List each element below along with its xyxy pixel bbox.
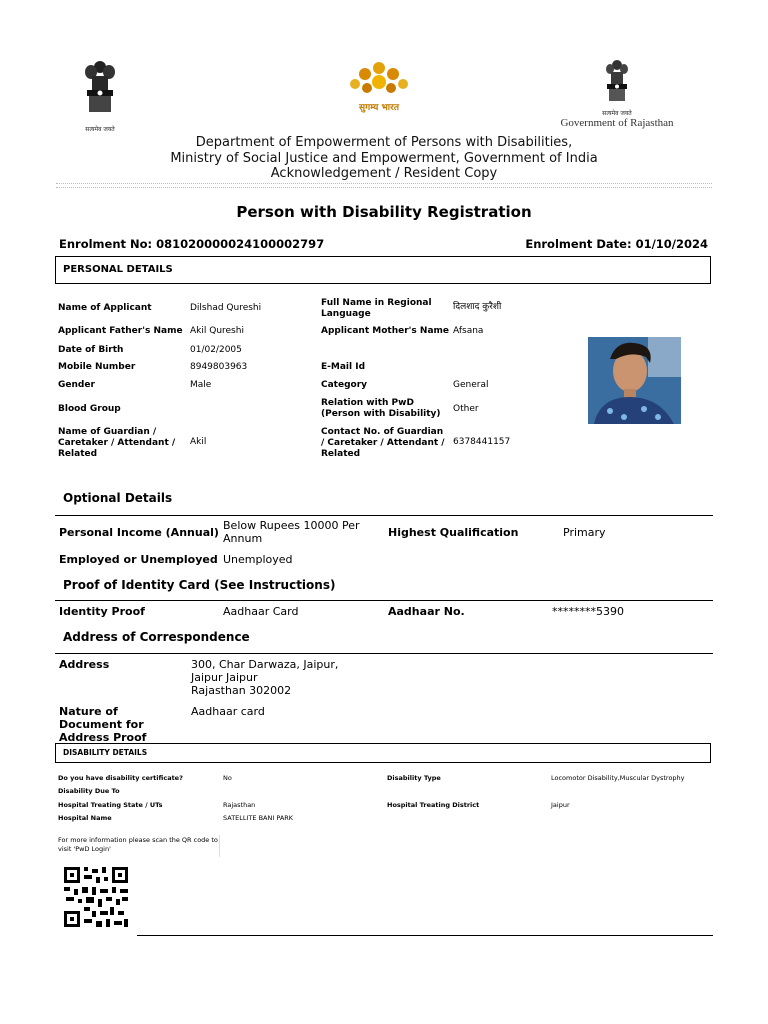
disability-type-value: Locomotor Disability,Muscular Dystrophy (551, 774, 685, 782)
national-emblem (76, 58, 124, 133)
address-proof-value: Aadhaar card (191, 705, 265, 718)
accessible-india-logo (344, 58, 414, 113)
personal-details-heading: PERSONAL DETAILS (55, 256, 711, 284)
guardian-contact-label: Contact No. of Guardian / Caretaker / Attendant / Related (321, 427, 445, 459)
hospital-district-value: Jaipur (551, 801, 570, 809)
employment-label: Employed or Unemployed (59, 553, 218, 566)
address-line-1: 300, Char Darwaza, Jaipur, (191, 658, 339, 671)
category-label: Category (321, 380, 368, 390)
optional-details-heading: Optional Details (63, 491, 173, 505)
aadhaar-label: Aadhaar No. (388, 605, 465, 618)
address-line-3: Rajasthan 302002 (191, 684, 292, 697)
enrolment-date: Enrolment Date: 01/10/2024 (525, 237, 708, 251)
rajasthan-emblem (553, 58, 681, 129)
dob-label: Date of Birth (58, 345, 124, 355)
address-proof-label: Nature of Document for Address Proof (59, 705, 147, 744)
emblem-caption: सत्यमेव जयते (85, 126, 115, 133)
qr-note: For more information please scan the QR code to visit 'PwD Login' (58, 836, 218, 853)
income-value: Below Rupees 10000 Per Annum (223, 519, 360, 545)
hospital-district-label: Hospital Treating District (387, 801, 480, 809)
identity-proof-label: Identity Proof (59, 605, 145, 618)
enrolment-number: Enrolment No: 081020000024100002797 (59, 237, 325, 251)
category-value: General (453, 380, 489, 390)
address-heading: Address of Correspondence (63, 630, 250, 644)
hospital-state-value: Rajasthan (223, 801, 256, 809)
income-label: Personal Income (Annual) (59, 526, 219, 539)
mother-name-label: Applicant Mother's Name (321, 326, 449, 336)
mobile-value: 8949803963 (190, 362, 248, 372)
qr-code-icon (62, 865, 130, 929)
qualification-value: Primary (563, 526, 606, 539)
hospital-name-value: SATELLITE BANI PARK (223, 814, 294, 822)
relation-label: Relation with PwD (Person with Disability) (321, 398, 441, 419)
ashoka-emblem-icon (80, 58, 120, 120)
applicant-name-label: Name of Applicant (58, 303, 152, 313)
rajasthan-emblem-caption: सत्यमेव जयते (602, 110, 632, 117)
header-line-2: Ministry of Social Justice and Empowerment, Government of India (170, 151, 598, 166)
header-line-1: Department of Empowerment of Persons with Disabilities, (195, 135, 573, 150)
section-divider (55, 653, 713, 654)
guardian-name-label: Name of Guardian / Caretaker / Attendant / Related (58, 427, 176, 459)
hospital-name-label: Hospital Name (58, 814, 112, 822)
guardian-contact: 6378441157 (453, 437, 511, 447)
dotted-divider (56, 183, 712, 184)
employment-value: Unemployed (223, 553, 293, 566)
logo-text: सुगम्य भारत (359, 103, 399, 113)
person-photo-icon (588, 337, 681, 424)
address-line-2: Jaipur Jaipur (191, 671, 258, 684)
identity-heading: Proof of Identity Card (See Instructions) (63, 578, 336, 592)
disability-due-label: Disability Due To (58, 787, 120, 795)
hospital-state-label: Hospital Treating State / UTs (58, 801, 163, 809)
section-divider (55, 515, 713, 516)
qr-code[interactable] (62, 865, 130, 933)
rajasthan-emblem-icon (602, 58, 632, 104)
disability-type-label: Disability Type (387, 774, 441, 782)
address-label: Address (59, 658, 110, 671)
government-of-rajasthan-caption: Government of Rajasthan (560, 117, 674, 129)
guardian-name: Akil (190, 437, 207, 447)
certificate-label: Do you have disability certificate? (58, 774, 183, 782)
applicant-name: Dilshad Qureshi (190, 303, 262, 313)
disability-details-heading: DISABILITY DETAILS (55, 743, 711, 763)
page-title: Person with Disability Registration (236, 203, 532, 221)
email-label: E-Mail Id (321, 362, 366, 372)
relation-value: Other (453, 404, 479, 414)
identity-proof-value: Aadhaar Card (223, 605, 299, 618)
father-name: Akil Qureshi (190, 326, 244, 336)
applicant-photo (588, 337, 681, 424)
gender-label: Gender (58, 380, 95, 390)
father-name-label: Applicant Father's Name (58, 326, 183, 336)
regional-name: दिलशाद कुरैशी (453, 302, 502, 312)
regional-name-label: Full Name in Regional Language (321, 298, 432, 319)
blood-group-label: Blood Group (58, 404, 121, 414)
mother-name: Afsana (453, 326, 484, 336)
section-divider (55, 600, 713, 601)
gender-value: Male (190, 380, 212, 390)
signature-line (137, 935, 713, 936)
qualification-label: Highest Qualification (388, 526, 519, 539)
aadhaar-value: ********5390 (552, 605, 624, 618)
dotted-divider (56, 187, 712, 188)
dob-value: 01/02/2005 (190, 345, 242, 355)
mobile-label: Mobile Number (58, 362, 136, 372)
header-line-3: Acknowledgement / Resident Copy (270, 166, 498, 181)
certificate-value: No (223, 774, 232, 782)
